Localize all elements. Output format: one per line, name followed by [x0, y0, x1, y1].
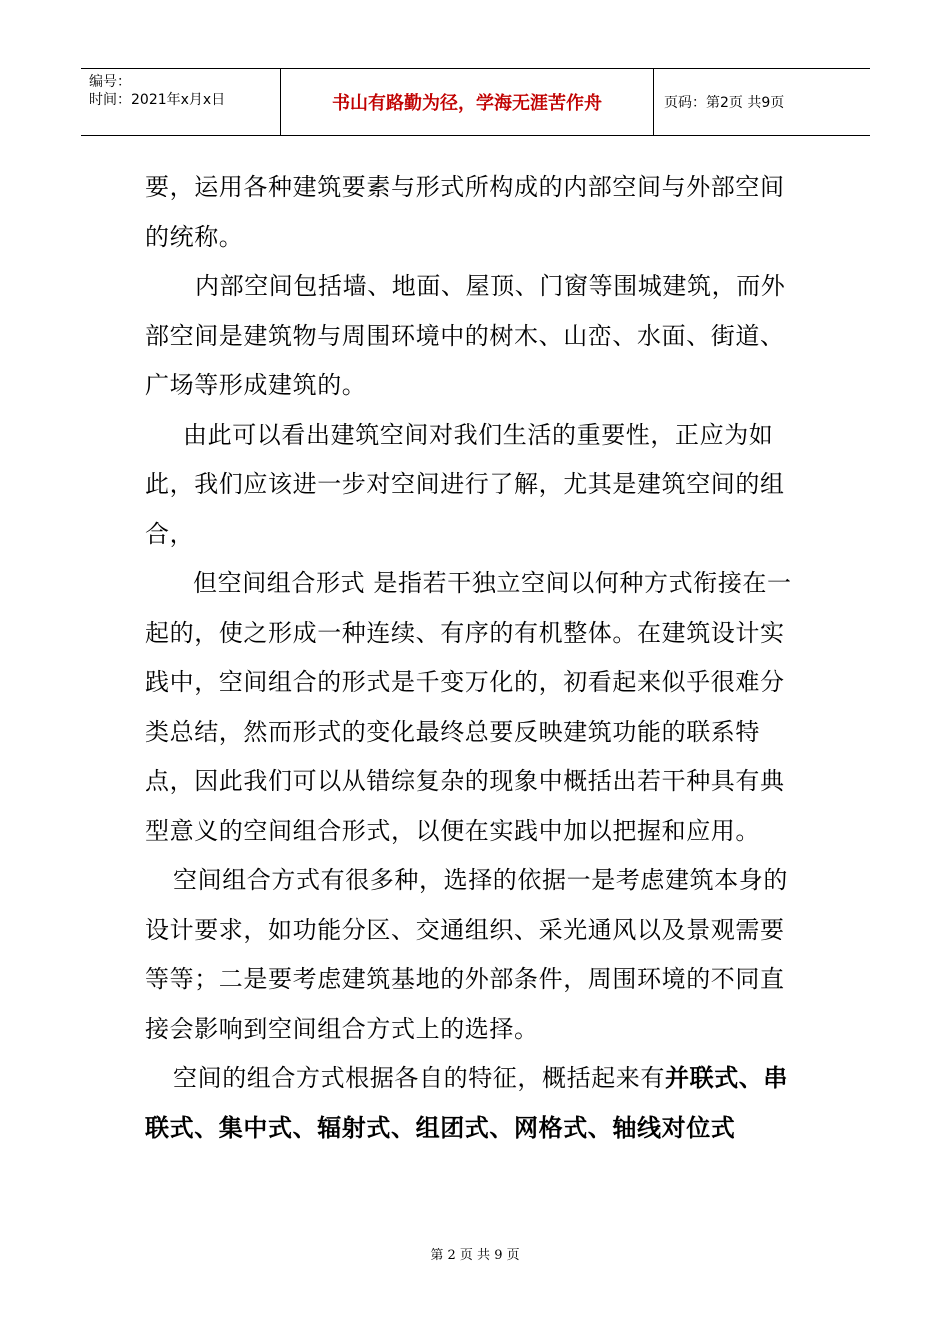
paragraph-5: 空间组合方式有很多种，选择的依据一是考虑建筑本身的设计要求，如功能分区、交通组织、采光通风以及景观需要等等；二是要考虑建筑基地的外部条件，周围环境的不同直接会影响到空间组合方式上的选择。	[145, 866, 788, 1043]
document-time-label: 时间：2021年x月x日	[89, 92, 226, 108]
page-footer: 第 2 页 共 9 页	[430, 1248, 520, 1263]
paragraph-1: 要，运用各种建筑要素与形式所构成的内部空间与外部空间的统称。	[145, 173, 785, 251]
header-motto-cell	[281, 69, 654, 135]
document-number-label: 编号：	[89, 74, 131, 90]
page-header	[81, 68, 870, 136]
paragraph-2: 内部空间包括墙、地面、屋顶、门窗等围城建筑，而外部空间是建筑物与周围环境中的树木、山峦、水面、街道、广场等形成建筑的。	[145, 272, 786, 399]
header-meta-cell	[81, 69, 281, 135]
paragraph-6-bold-text: 并联式、串联式、集中式、辐射式、组团式、网格式、轴线对位式	[145, 1064, 788, 1142]
header-motto: 书山有路勤为径，学海无涯苦作舟	[332, 93, 602, 114]
document-body	[145, 163, 809, 1153]
header-page-code: 页码：第2页 共9页	[664, 95, 785, 111]
paragraph-3: 由此可以看出建筑空间对我们生活的重要性，正应为如此，我们应该进一步对空间进行了解，尤其是建筑空间的组合，	[145, 420, 785, 548]
paragraph-6-text: 空间的组合方式根据各自的特征，概括起来有	[173, 1064, 665, 1092]
paragraph-6	[145, 1054, 809, 1153]
header-page-cell	[654, 69, 870, 135]
paragraph-4: 但空间组合形式 是指若干独立空间以何种方式衔接在一起的，使之形成一种连续、有序的有机整体。在建筑设计实践中，空间组合的形式是千变万化的，初看起来似乎很难分类总结，然而形式的变化最终总要反映建筑功能的联系特点，因此我们可以从错综复杂的现象中概括出若干种具有典型意义的空间组合形式，以便在实践中加以把握和应用。	[145, 569, 792, 845]
